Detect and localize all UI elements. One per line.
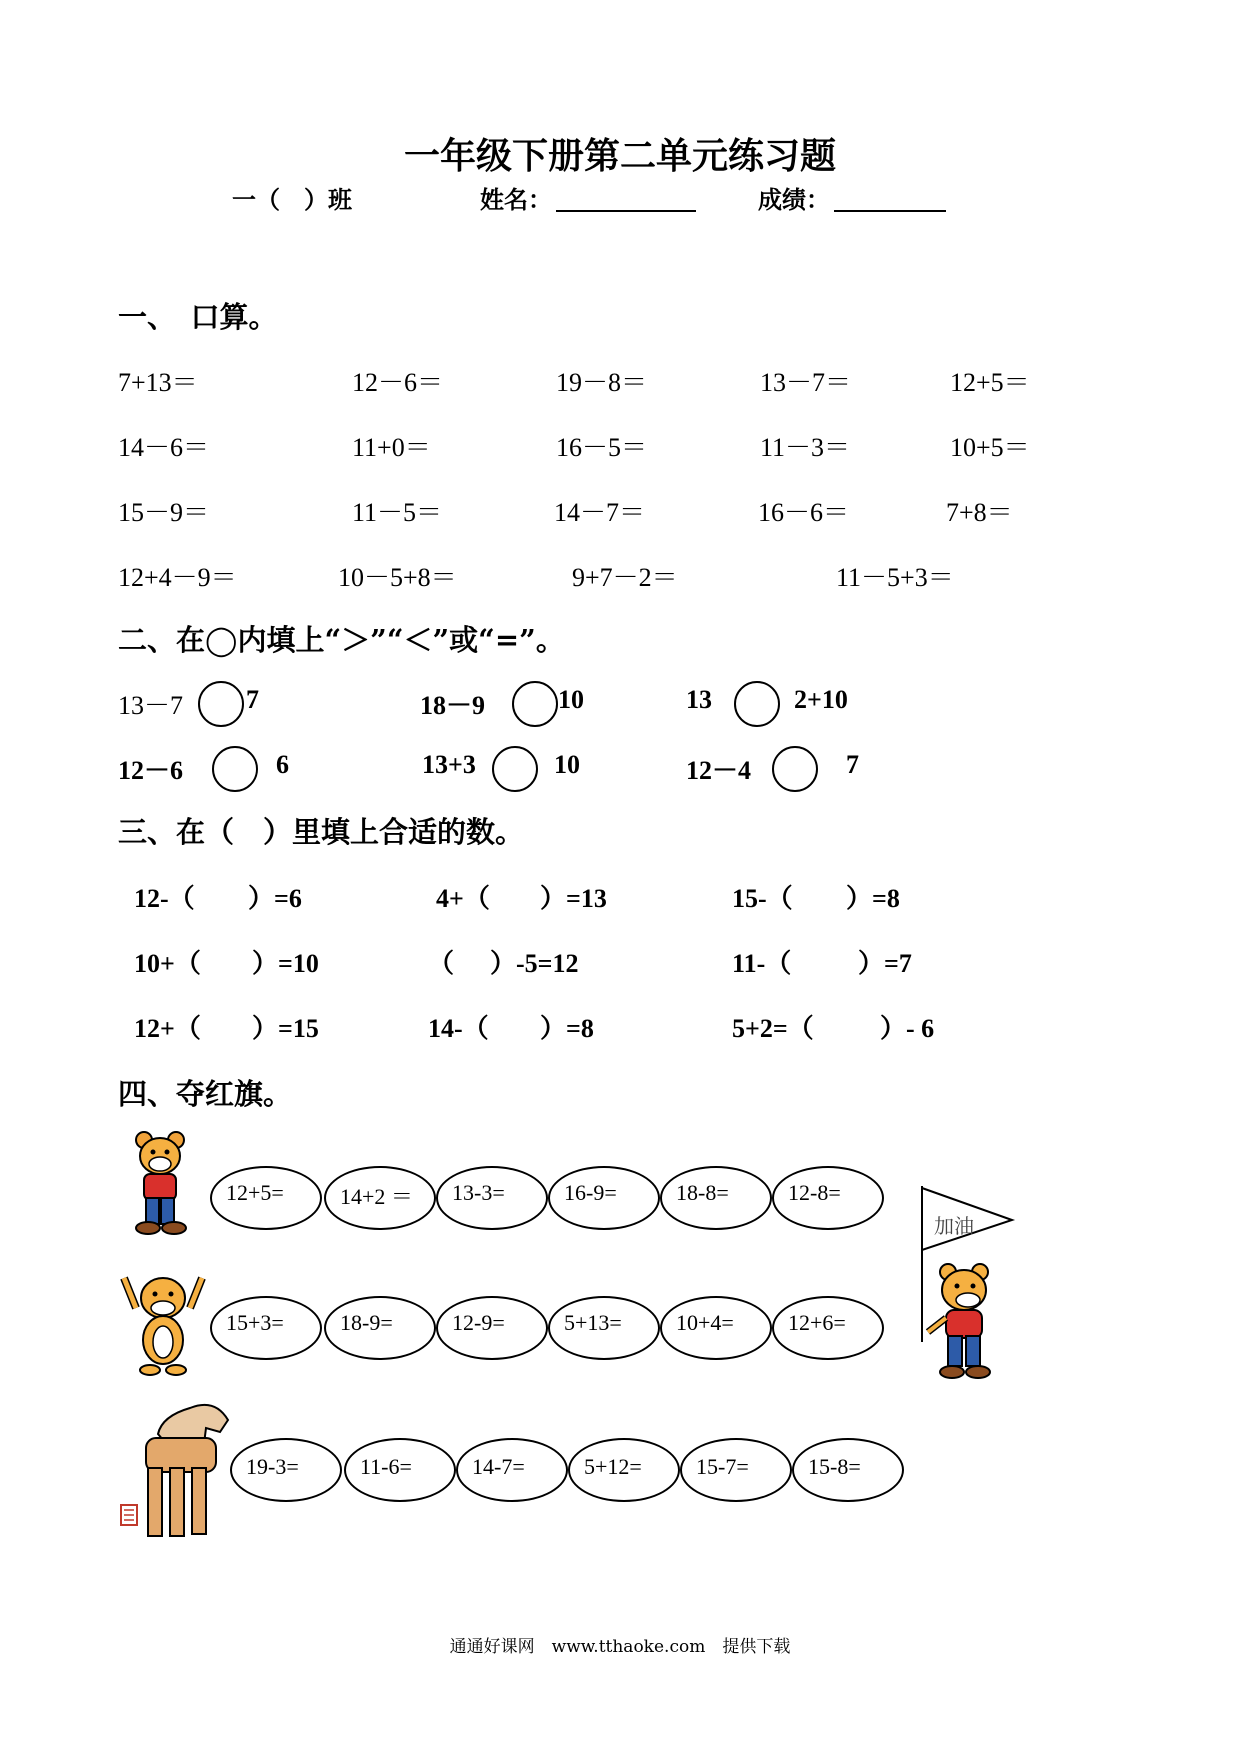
oral-problem: 10+5＝: [950, 433, 1030, 462]
compare-left: 13+3: [422, 750, 476, 779]
fill-part-a: 4+（: [436, 884, 490, 913]
oral-problem: 12+5＝: [950, 368, 1030, 397]
fill-part-b: ）=8: [846, 884, 900, 913]
compare-left: 12－4: [686, 756, 752, 785]
compare-left: 18－9: [420, 691, 486, 720]
oral-problem: 12+4－9＝: [118, 563, 237, 592]
fill-part-b: ）-5=12: [490, 949, 579, 978]
oval-problem: 15+3=: [226, 1310, 284, 1335]
name-label: 姓名：: [480, 185, 552, 214]
fill-part-a: 14-（: [428, 1014, 489, 1043]
oral-problem: 16－6＝: [758, 498, 850, 527]
oral-problem: 10－5+8＝: [338, 563, 457, 592]
oral-problem: 11－5+3＝: [836, 563, 954, 592]
footer-credit: 通通好课网 www.tthaoke.com 提供下载: [449, 1637, 791, 1657]
oval-problem: 12-9=: [452, 1310, 505, 1335]
fill-part-b: ）=10: [252, 949, 319, 978]
compare-right: 10: [558, 685, 584, 714]
oval-problem: 18-9=: [340, 1310, 393, 1335]
fill-part-b: ）=6: [248, 884, 302, 913]
section3-heading: 三、在（ ）里填上合适的数。: [118, 815, 525, 849]
oval-problem: 13-3=: [452, 1180, 505, 1205]
oral-problem: 15－9＝: [118, 498, 210, 527]
page-title: 一年级下册第二单元练习题: [403, 135, 836, 177]
flag-text: 加油: [934, 1214, 974, 1238]
oral-problem: 9+7－2＝: [572, 563, 678, 592]
fill-part-a: 12+（: [134, 1014, 201, 1043]
compare-left: 12－6: [118, 756, 184, 785]
seal-stamp-icon: [120, 1504, 138, 1526]
compare-circle[interactable]: [212, 746, 258, 792]
compare-right: 6: [276, 750, 289, 779]
oval-problem: 12+5=: [226, 1180, 284, 1205]
compare-circle[interactable]: [492, 746, 538, 792]
oval-problem: 11-6=: [360, 1454, 412, 1479]
compare-right: 7: [846, 750, 859, 779]
oral-problem: 11－3＝: [760, 433, 851, 462]
oval-problem: 19-3=: [246, 1454, 299, 1479]
oral-problem: 11+0＝: [352, 433, 431, 462]
compare-right: 2+10: [794, 685, 848, 714]
fill-part-a: 11-（: [732, 949, 792, 978]
tiger-cheering-icon: [114, 1268, 212, 1380]
fill-part-a: 12-（: [134, 884, 195, 913]
section4-heading: 四、夺红旗。: [118, 1077, 293, 1111]
oral-problem: 14－6＝: [118, 433, 210, 462]
compare-left: 13－7: [118, 691, 184, 720]
oral-problem: 11－5＝: [352, 498, 443, 527]
oval-problem: 5+13=: [564, 1310, 622, 1335]
compare-right: 10: [554, 750, 580, 779]
oral-problem: 19－8＝: [556, 368, 648, 397]
fill-part-a: 5+2=（: [732, 1014, 814, 1043]
oval-problem: 15-8=: [808, 1454, 861, 1479]
oral-problem: 16－5＝: [556, 433, 648, 462]
oral-problem: 7+8＝: [946, 498, 1013, 527]
name-blank-line[interactable]: [556, 210, 696, 212]
class-label: 一（ ）班: [232, 185, 352, 214]
oval-problem: 14+2 ＝: [340, 1184, 413, 1209]
fill-part-b: ）- 6: [880, 1014, 935, 1043]
tiger-waving-icon: [922, 1262, 1008, 1386]
fill-part-b: ）=13: [540, 884, 607, 913]
tiger-cartoon-icon: [126, 1128, 196, 1240]
oval-problem: 12-8=: [788, 1180, 841, 1205]
fill-part-b: ）=15: [252, 1014, 319, 1043]
compare-right: 7: [246, 685, 259, 714]
fill-part-b: ）=8: [540, 1014, 594, 1043]
oval-problem: 18-8=: [676, 1180, 729, 1205]
compare-circle[interactable]: [734, 681, 780, 727]
compare-circle[interactable]: [772, 746, 818, 792]
compare-circle[interactable]: [512, 681, 558, 727]
oval-problem: 15-7=: [696, 1454, 749, 1479]
compare-circle[interactable]: [198, 681, 244, 727]
oral-problem: 12－6＝: [352, 368, 444, 397]
oral-problem: 13－7＝: [760, 368, 852, 397]
score-blank-line[interactable]: [834, 210, 946, 212]
fill-part-b: ）=7: [858, 949, 912, 978]
oral-problem: 14－7＝: [554, 498, 646, 527]
horse-cartoon-icon: [140, 1398, 240, 1540]
score-label: 成绩：: [758, 185, 830, 214]
fill-part-a: 10+（: [134, 949, 201, 978]
oval-problem: 10+4=: [676, 1310, 734, 1335]
compare-left: 13: [686, 685, 712, 714]
fill-part-a: 15-（: [732, 884, 793, 913]
section2-heading: 二、在◯内填上“＞”“＜”或“=”。: [118, 623, 565, 657]
fill-part-a: （: [428, 949, 455, 978]
oval-problem: 14-7=: [472, 1454, 525, 1479]
oral-problem: 7+13＝: [118, 368, 198, 397]
oval-problem: 16-9=: [564, 1180, 617, 1205]
section1-heading: 一、 口算。: [118, 300, 278, 334]
oval-problem: 5+12=: [584, 1454, 642, 1479]
oval-problem: 12+6=: [788, 1310, 846, 1335]
